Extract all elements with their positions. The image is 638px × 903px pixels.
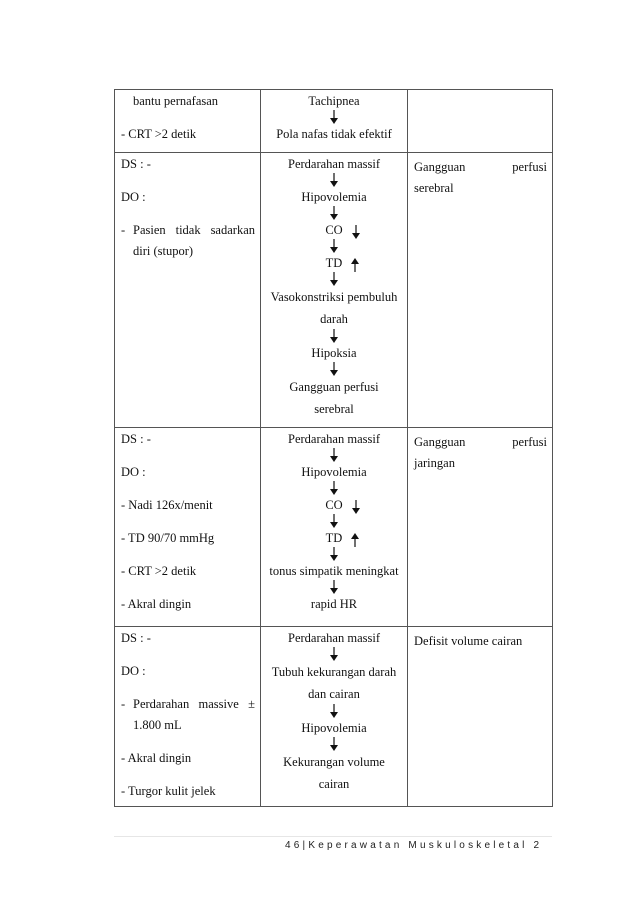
- arrow-down-icon: [329, 239, 339, 253]
- data-line: Pasien tidak sadarkan: [133, 223, 255, 237]
- arrow-down-icon: [329, 547, 339, 561]
- data-cell: DS : - DO : - Perdarahan massive ± 1.800 mL - Akral dingin - Turgor kulit jelek: [115, 627, 261, 807]
- flow-node: TD: [325, 256, 343, 270]
- flow-node: darah: [320, 312, 348, 326]
- flow-node: CO: [325, 498, 343, 512]
- flow-node: Kekurangan volume: [283, 755, 385, 769]
- data-line: - Turgor kulit jelek: [121, 784, 216, 798]
- data-line: DS : -: [121, 631, 151, 645]
- data-line: - CRT >2 detik: [121, 564, 197, 578]
- flow-node: Gangguan perfusi: [289, 380, 379, 394]
- flow-node: Perdarahan massif: [288, 157, 380, 171]
- decrease-arrow-icon: [351, 225, 361, 239]
- flow-node: Hipovolemia: [301, 465, 367, 479]
- table-row: [115, 627, 553, 807]
- etiology-cell: [261, 428, 408, 627]
- data-line: - Akral dingin: [121, 597, 192, 611]
- diagnosis-text: perfusi: [512, 435, 547, 449]
- arrow-down-icon: [329, 110, 339, 124]
- etiology-cell: [261, 90, 408, 153]
- arrow-down-icon: [329, 173, 339, 187]
- arrow-down-icon: [329, 329, 339, 343]
- nursing-analysis-table: [114, 89, 553, 807]
- diagnosis-text: [408, 90, 552, 100]
- etiology-cell: [261, 153, 408, 428]
- arrow-down-icon: [329, 704, 339, 718]
- flow-node: Pola nafas tidak efektif: [276, 127, 392, 141]
- arrow-down-icon: [329, 448, 339, 462]
- flow-node: Perdarahan massif: [288, 432, 380, 446]
- data-line: DS : -: [121, 432, 151, 446]
- flow-node: Hipoksia: [311, 346, 357, 360]
- page-footer: 46|Keperawatan Muskuloskeletal 2: [285, 840, 543, 851]
- data-line: DO :: [121, 465, 146, 479]
- data-line: DO :: [121, 664, 146, 678]
- data-line: Perdarahan massive ±: [133, 697, 255, 711]
- diagnosis-cell: [408, 627, 553, 807]
- diagnosis-cell: [408, 428, 553, 627]
- increase-arrow-icon: [350, 258, 360, 272]
- increase-arrow-icon: [350, 533, 360, 547]
- diagnosis-text: serebral: [414, 181, 454, 195]
- etiology-cell: [261, 627, 408, 807]
- flow-node: Hipovolemia: [301, 721, 367, 735]
- diagnosis-text: Gangguan: [414, 160, 466, 174]
- diagnosis-cell: [408, 90, 553, 153]
- diagnosis-text: perfusi: [512, 160, 547, 174]
- arrow-down-icon: [329, 481, 339, 495]
- data-cell: [115, 428, 261, 627]
- flow-node: rapid HR: [310, 597, 358, 611]
- data-line: diri (stupor): [133, 244, 194, 258]
- flow-node: TD: [325, 531, 343, 545]
- diagnosis-text: Defisit volume cairan: [414, 634, 523, 648]
- arrow-down-icon: [329, 514, 339, 528]
- table-row: [115, 153, 553, 428]
- arrow-down-icon: [329, 272, 339, 286]
- data-line: DS : -: [121, 157, 151, 171]
- arrow-down-icon: [329, 580, 339, 594]
- table-row: [115, 90, 553, 153]
- arrow-down-icon: [329, 647, 339, 661]
- flow-node: Vasokonstriksi pembuluh: [270, 290, 398, 304]
- diagnosis-text: Gangguan: [414, 435, 466, 449]
- data-line: DO :: [121, 190, 146, 204]
- flow-node: cairan: [318, 777, 350, 791]
- data-line: - TD 90/70 mmHg: [121, 531, 215, 545]
- data-line: - CRT >2 detik: [121, 127, 197, 141]
- arrow-down-icon: [329, 737, 339, 751]
- flow-node: tonus simpatik meningkat: [269, 564, 399, 578]
- flow-node: Tubuh kekurangan darah: [271, 665, 397, 679]
- table-row: [115, 428, 553, 627]
- decrease-arrow-icon: [351, 500, 361, 514]
- flow-node: dan cairan: [308, 687, 360, 701]
- diagnosis-text: jaringan: [414, 456, 455, 470]
- data-line: - Akral dingin: [121, 751, 192, 765]
- arrow-down-icon: [329, 362, 339, 376]
- data-cell: [115, 90, 261, 153]
- footer-divider: [114, 836, 552, 837]
- data-line: bantu pernafasan: [133, 94, 219, 108]
- flow-node: Hipovolemia: [301, 190, 367, 204]
- data-line: - Nadi 126x/menit: [121, 498, 213, 512]
- data-line: 1.800 mL: [133, 718, 182, 732]
- data-cell: DS : - DO : - Pasien tidak sadarkan diri (stupor): [115, 153, 261, 428]
- arrow-down-icon: [329, 206, 339, 220]
- flow-node: CO: [325, 223, 343, 237]
- flow-node: serebral: [314, 402, 354, 416]
- flow-node: Tachipnea: [308, 94, 360, 108]
- diagnosis-cell: [408, 153, 553, 428]
- flow-node: Perdarahan massif: [288, 631, 380, 645]
